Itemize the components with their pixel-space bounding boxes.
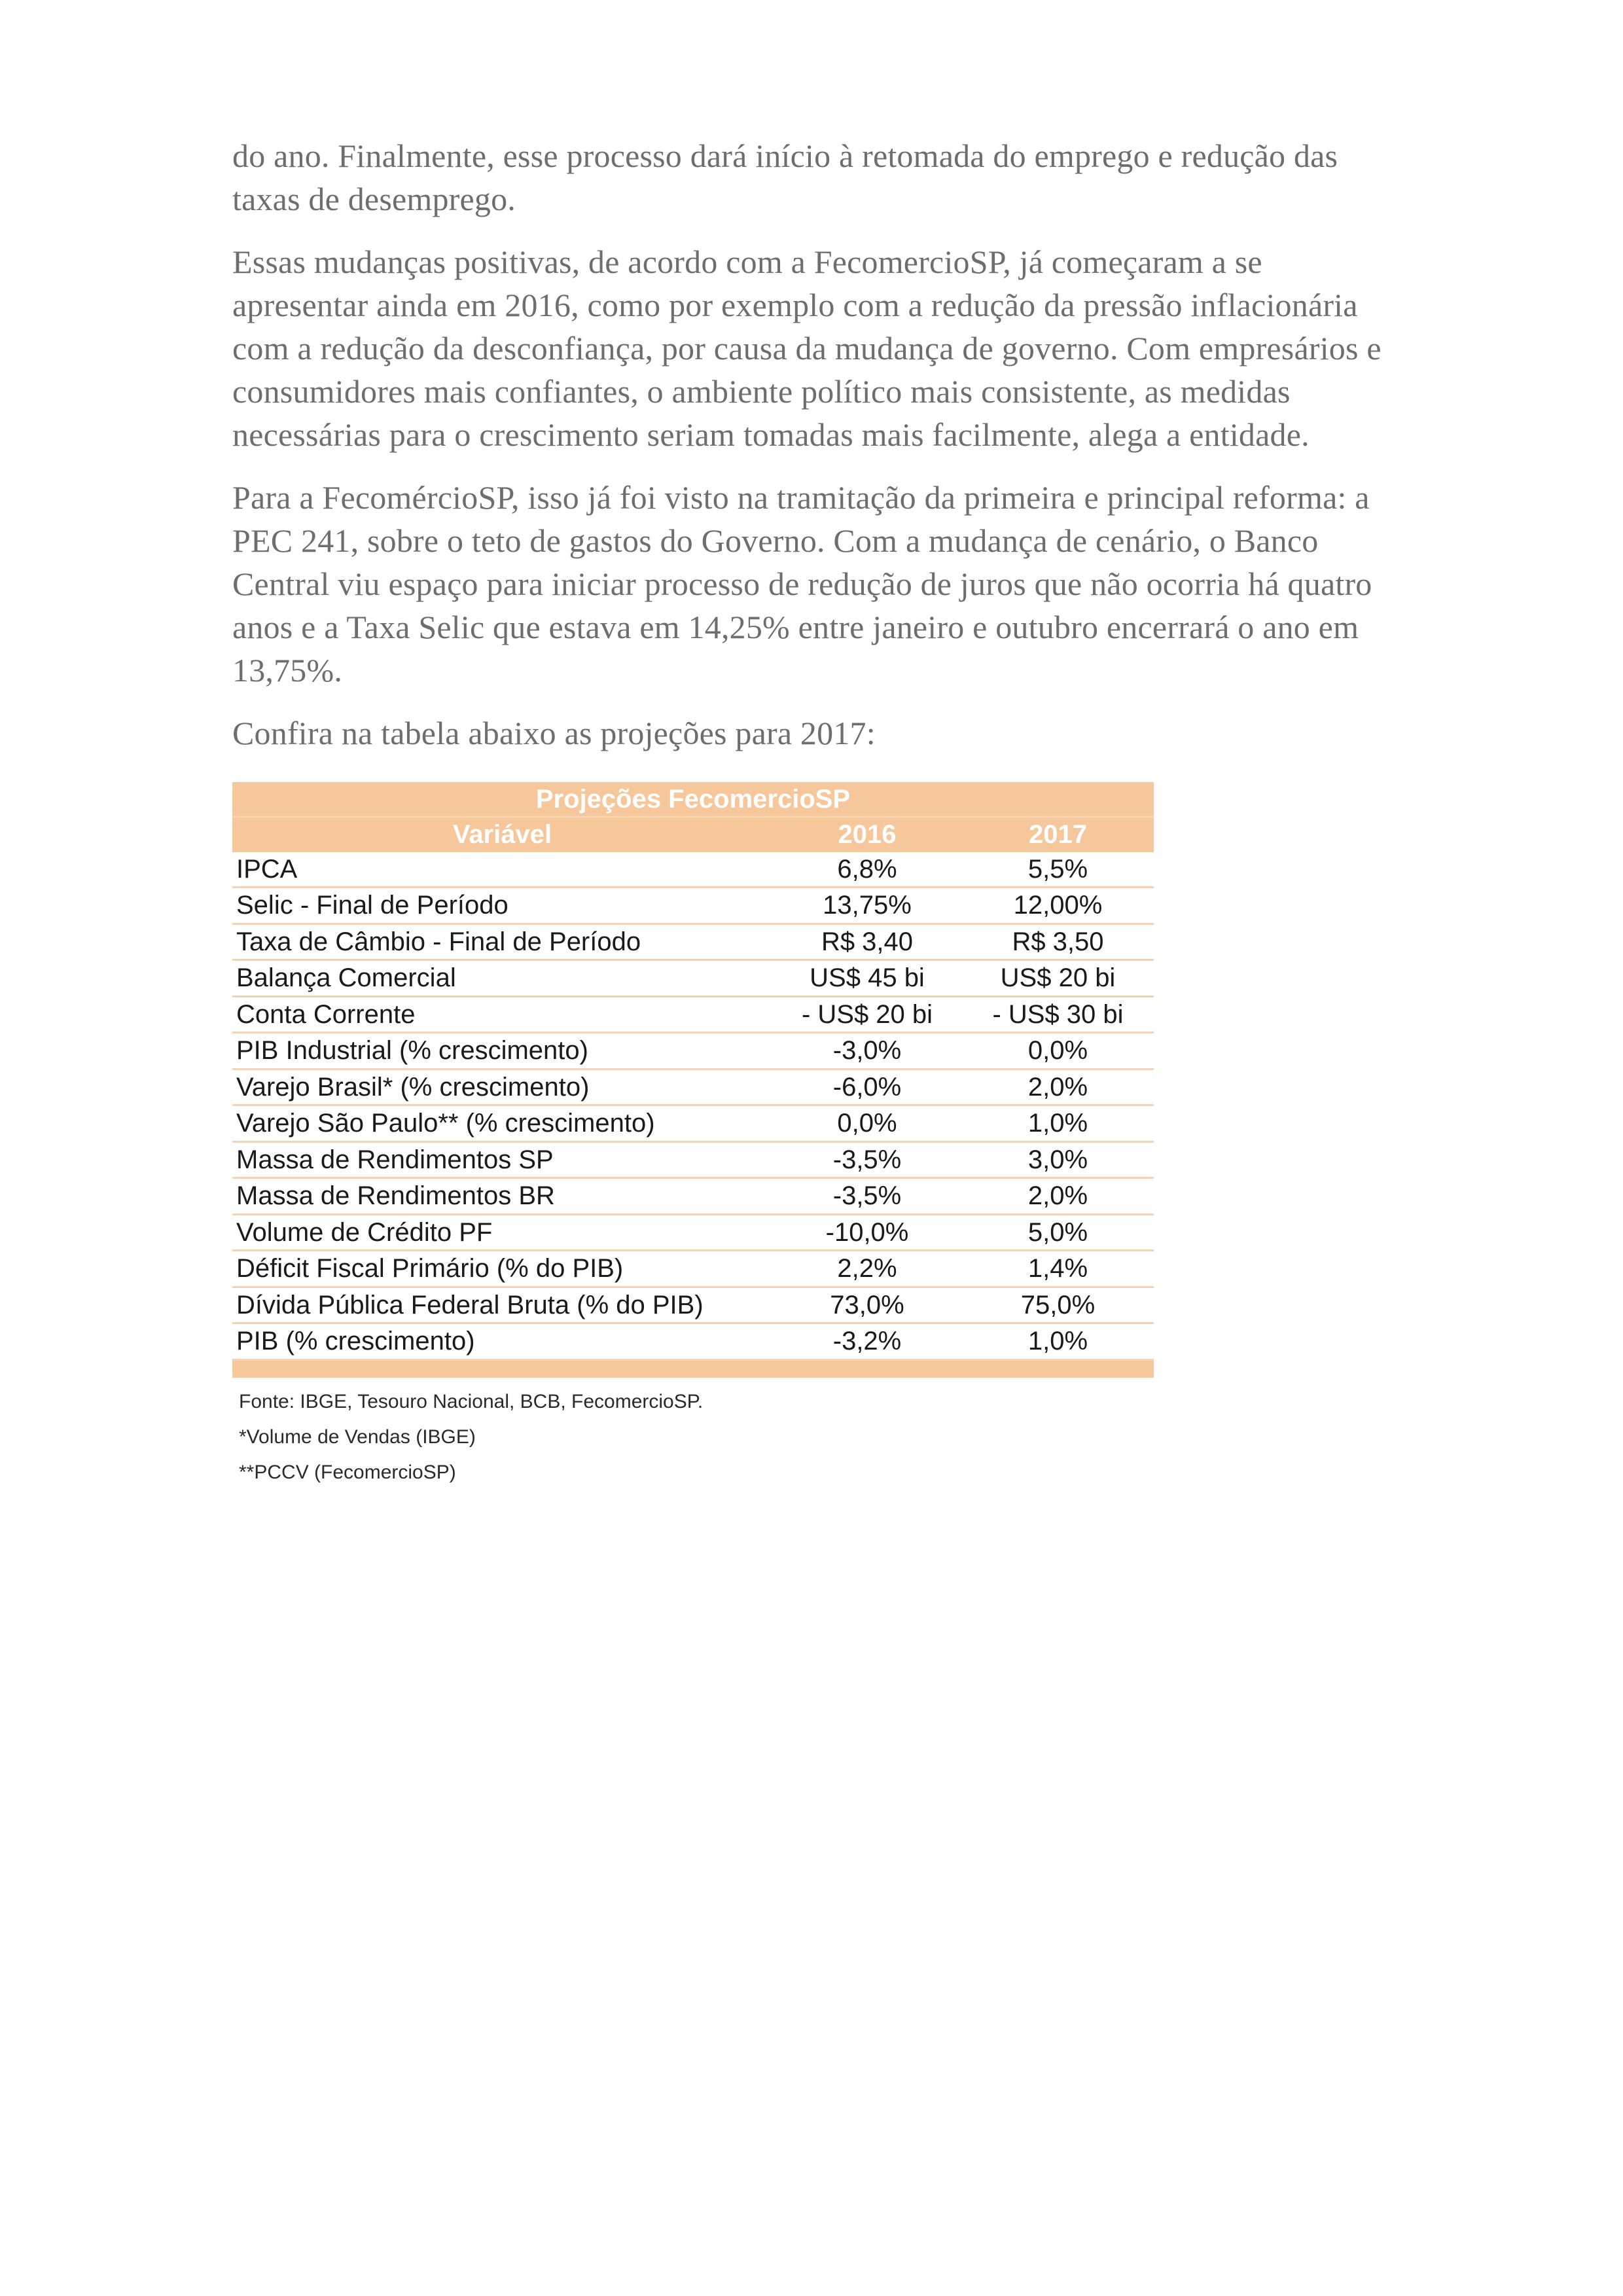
cell-variable: Balança Comercial (232, 960, 772, 997)
table-body (232, 852, 1154, 1378)
cell-variable: PIB Industrial (% crescimento) (232, 1033, 772, 1069)
cell-2017: R$ 3,50 (962, 924, 1154, 960)
cell-2016: -6,0% (772, 1069, 962, 1105)
projections-table-figure (232, 782, 1155, 1490)
cell-variable: Selic - Final de Período (232, 888, 772, 924)
table-row (232, 1323, 1154, 1360)
cell-2016: 0,0% (772, 1105, 962, 1142)
table-row (232, 1069, 1154, 1105)
cell-2016: -3,5% (772, 1141, 962, 1178)
cell-variable: Taxa de Câmbio - Final de Período (232, 924, 772, 960)
column-header-2016: 2016 (772, 817, 962, 852)
column-header-variavel: Variável (232, 817, 772, 852)
table-row (232, 1251, 1154, 1287)
table-header-row (232, 817, 1154, 852)
table-row (232, 1214, 1154, 1251)
paragraph: Para a FecomércioSP, isso já foi visto na tramitação da primeira e principal reforma: a PEC 241, sobre o teto de gastos do Governo. Com a mudança de cenário, o Banco Central viu espaço para iniciar processo de redução de juros que não ocorria há quatro anos e a Taxa Selic que estava em 14,25% entre janeiro e outubro encerrará o ano em 13,75%. (232, 479, 1372, 689)
cell-variable: Varejo São Paulo** (% crescimento) (232, 1105, 772, 1142)
cell-variable: PIB (% crescimento) (232, 1323, 772, 1360)
cell-variable: Dívida Pública Federal Bruta (% do PIB) (232, 1287, 772, 1323)
cell-variable: Déficit Fiscal Primário (% do PIB) (232, 1251, 772, 1287)
paragraph: Confira na tabela abaixo as projeções para 2017: (232, 715, 876, 751)
table-row (232, 996, 1154, 1033)
cell-2017: 2,0% (962, 1178, 1154, 1215)
cell-2016: 6,8% (772, 852, 962, 888)
paragraph: do ano. Finalmente, esse processo dará início à retomada do emprego e redução das taxas de desemprego. (232, 137, 1338, 217)
table-row (232, 1178, 1154, 1215)
cell-2017: 5,0% (962, 1214, 1154, 1251)
cell-2016: US$ 45 bi (772, 960, 962, 997)
footnote-varejo-brasil: *Volume de Vendas (IBGE) (239, 1426, 476, 1448)
paragraph: Essas mudanças positivas, de acordo com a FecomercioSP, já começaram a se apresentar ainda em 2016, como por exemplo com a redução da pressão inflacionária com a redução da desconfiança, por causa da mudança de governo. Com empresários e consumidores mais confiantes, o ambiente político mais consistente, as medidas necessárias para o crescimento seriam tomadas mais facilmente, alega a entidade. (232, 243, 1382, 453)
cell-2017: 75,0% (962, 1287, 1154, 1323)
cell-variable: Varejo Brasil* (% crescimento) (232, 1069, 772, 1105)
cell-2017: 3,0% (962, 1141, 1154, 1178)
cell-2017: 1,0% (962, 1105, 1154, 1142)
cell-2017: 1,4% (962, 1251, 1154, 1287)
table-row (232, 852, 1154, 888)
table-row (232, 1141, 1154, 1178)
footnote-varejo-sp: **PCCV (FecomercioSP) (239, 1461, 456, 1483)
cell-variable: Massa de Rendimentos BR (232, 1178, 772, 1215)
cell-2016: -3,5% (772, 1178, 962, 1215)
table-notes (232, 1384, 1155, 1490)
cell-2016: -3,0% (772, 1033, 962, 1069)
cell-2016: -3,2% (772, 1323, 962, 1360)
cell-2017: 5,5% (962, 852, 1154, 888)
cell-2017: 0,0% (962, 1033, 1154, 1069)
table-footer-bar (232, 1359, 1154, 1378)
table-title-row (232, 782, 1154, 817)
cell-2017: US$ 20 bi (962, 960, 1154, 997)
cell-2016: -10,0% (772, 1214, 962, 1251)
table-row (232, 1287, 1154, 1323)
cell-variable: Conta Corrente (232, 996, 772, 1033)
cell-2016: - US$ 20 bi (772, 996, 962, 1033)
body-text (232, 134, 1397, 774)
cell-2017: - US$ 30 bi (962, 996, 1154, 1033)
table-row (232, 888, 1154, 924)
table-row (232, 924, 1154, 960)
cell-2016: 2,2% (772, 1251, 962, 1287)
source-note: Fonte: IBGE, Tesouro Nacional, BCB, FecomercioSP. (239, 1390, 704, 1412)
table-row (232, 960, 1154, 997)
cell-2017: 12,00% (962, 888, 1154, 924)
cell-variable: IPCA (232, 852, 772, 888)
cell-2016: R$ 3,40 (772, 924, 962, 960)
table-row (232, 1033, 1154, 1069)
cell-2016: 13,75% (772, 888, 962, 924)
cell-2016: 73,0% (772, 1287, 962, 1323)
column-header-2017: 2017 (962, 817, 1154, 852)
cell-2017: 2,0% (962, 1069, 1154, 1105)
projections-table (232, 782, 1154, 1378)
table-footer-fill (232, 1359, 1154, 1378)
cell-variable: Volume de Crédito PF (232, 1214, 772, 1251)
table-title: Projeções FecomercioSP (232, 782, 1154, 817)
table-row (232, 1105, 1154, 1142)
cell-variable: Massa de Rendimentos SP (232, 1141, 772, 1178)
cell-2017: 1,0% (962, 1323, 1154, 1360)
